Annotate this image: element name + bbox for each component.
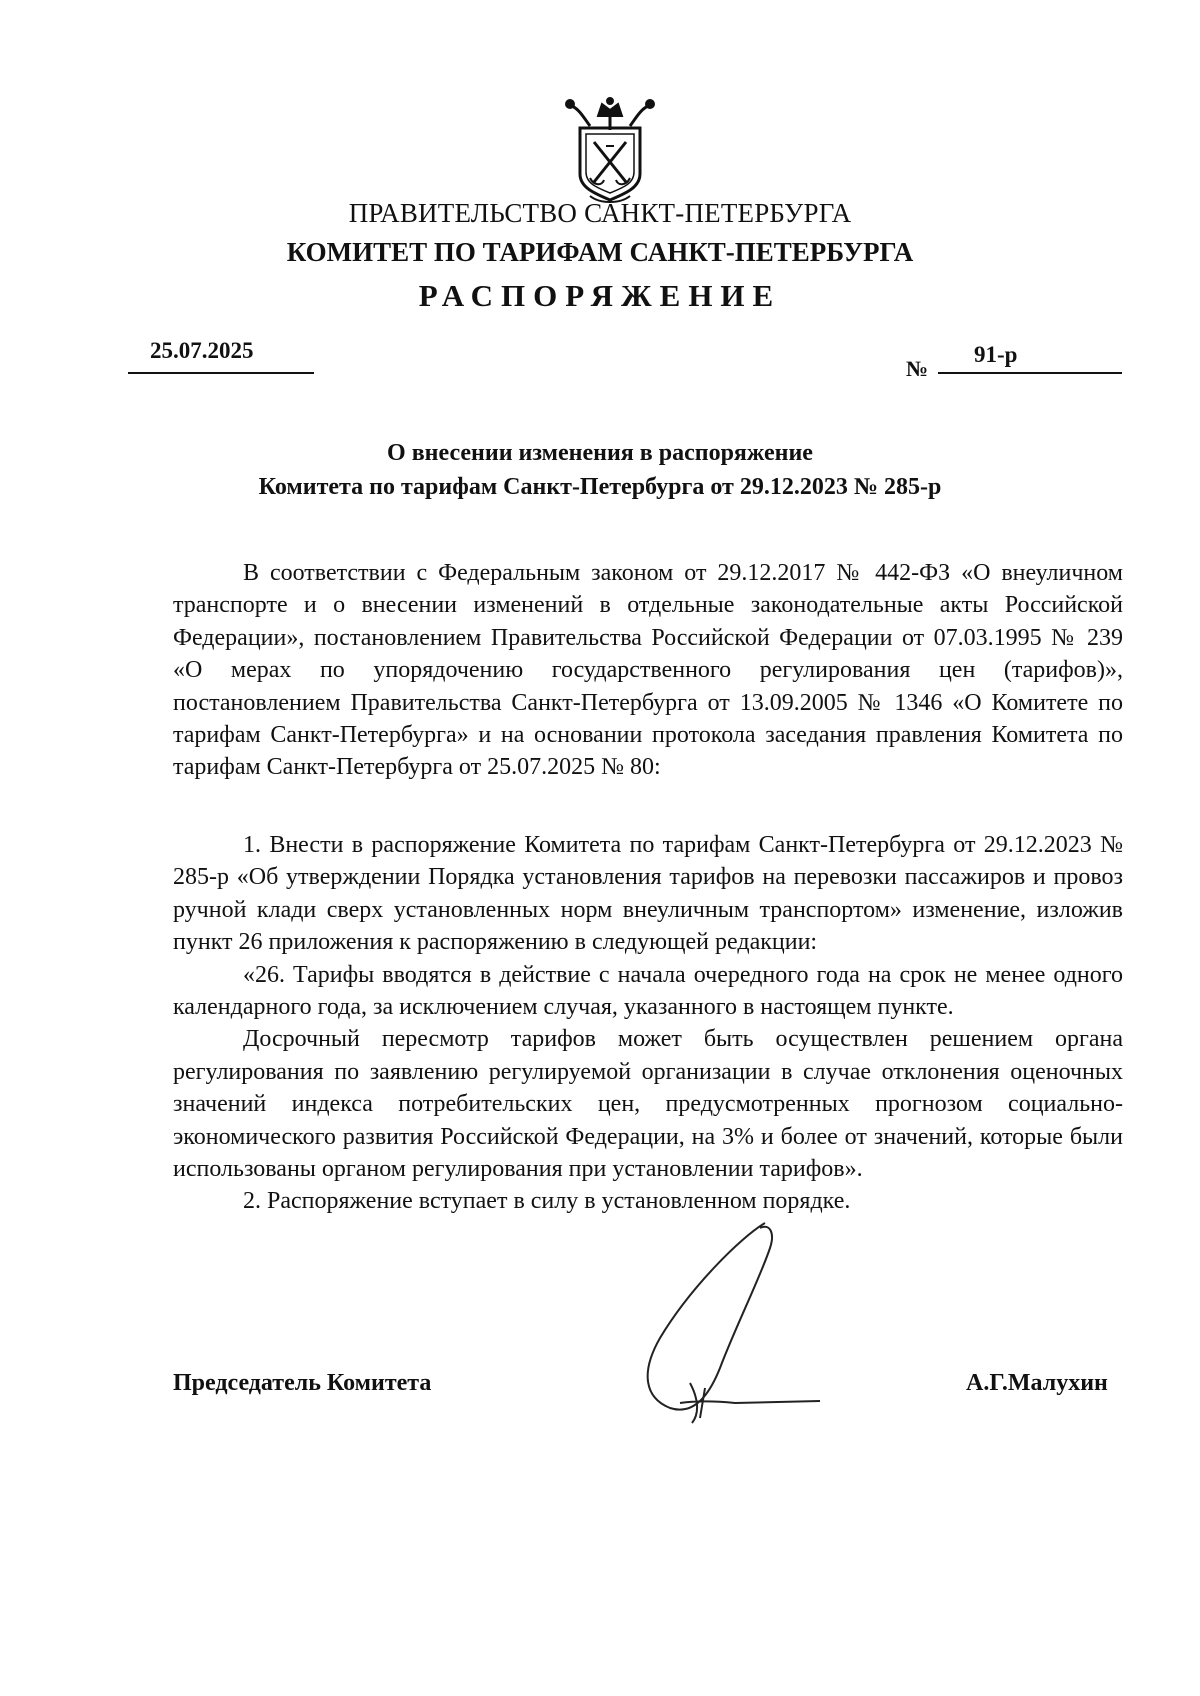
item-1: 1. Внести в распоряжение Комитета по тарифам Санкт-Петербурга от 29.12.2023 № 285-р «Об утверждении Порядка установления тарифов на перевозки пассажиров и провоз ручной клади сверх установленных норм внеуличным транспортом» изменение, изложив пункт 26 приложения к распоряжению в следующей редакции: bbox=[173, 832, 1123, 956]
document-title bbox=[0, 436, 1200, 504]
title-line-2: Комитета по тарифам Санкт-Петербурга от 29.12.2023 № 285-р bbox=[258, 474, 942, 500]
document-type: РАСПОРЯЖЕНИЕ bbox=[418, 278, 782, 313]
date-field bbox=[128, 336, 314, 374]
number-field bbox=[938, 342, 1122, 374]
item-1-quote-paragraph-1: «26. Тарифы вводятся в действие с начала очередного года на срок не менее одного календарного года, за исключением случая, указанного в настоящем пункте. bbox=[173, 961, 1123, 1021]
number-sign: № bbox=[906, 356, 929, 381]
handwritten-signature bbox=[620, 1218, 840, 1433]
committee-heading: КОМИТЕТ ПО ТАРИФАМ САНКТ-ПЕТЕРБУРГА bbox=[286, 237, 914, 267]
coat-of-arms-icon bbox=[560, 96, 660, 204]
items-section bbox=[173, 829, 1123, 1218]
preamble-paragraph: В соответствии с Федеральным законом от 29.12.2017 № 442-ФЗ «О внеуличном транспорте и о внесении изменений в отдельные законодательные акты Российской Федерации», постановлением Правительства Российской Федерации от 07.03.1995 № 239 «О мерах по упорядочению государственного регулирования цен (тарифов)», постановлением Правительства Санкт-Петербурга от 13.09.2005 № 1346 «О Комитете по тарифам Санкт-Петербурга» и на основании протокола заседания правления Комитета по тарифам Санкт-Петербурга от 25.07.2025 № 80: bbox=[173, 560, 1123, 781]
signatory-name: А.Г.Малухин bbox=[966, 1370, 1108, 1396]
government-heading: ПРАВИТЕЛЬСТВО САНКТ-ПЕТЕРБУРГА bbox=[348, 198, 852, 228]
preamble bbox=[173, 557, 1123, 784]
item-2: 2. Распоряжение вступает в силу в установленном порядке. bbox=[243, 1188, 851, 1215]
item-1-quote-paragraph-2: Досрочный пересмотр тарифов может быть осуществлен решением органа регулирования по заявлению регулируемой организации в случае отклонения оценочных значений индекса потребительских цен, предусмотренных прогнозом социально-экономического развития Российской Федерации, на 3% и более от значений, которые были использованы органом регулирования при установлении тарифов». bbox=[173, 1026, 1123, 1183]
document-date: 25.07.2025 bbox=[150, 338, 254, 363]
title-line-1: О внесении изменения в распоряжение bbox=[387, 440, 813, 466]
document-number: 91-р bbox=[974, 342, 1018, 367]
signatory-position: Председатель Комитета bbox=[173, 1370, 432, 1396]
